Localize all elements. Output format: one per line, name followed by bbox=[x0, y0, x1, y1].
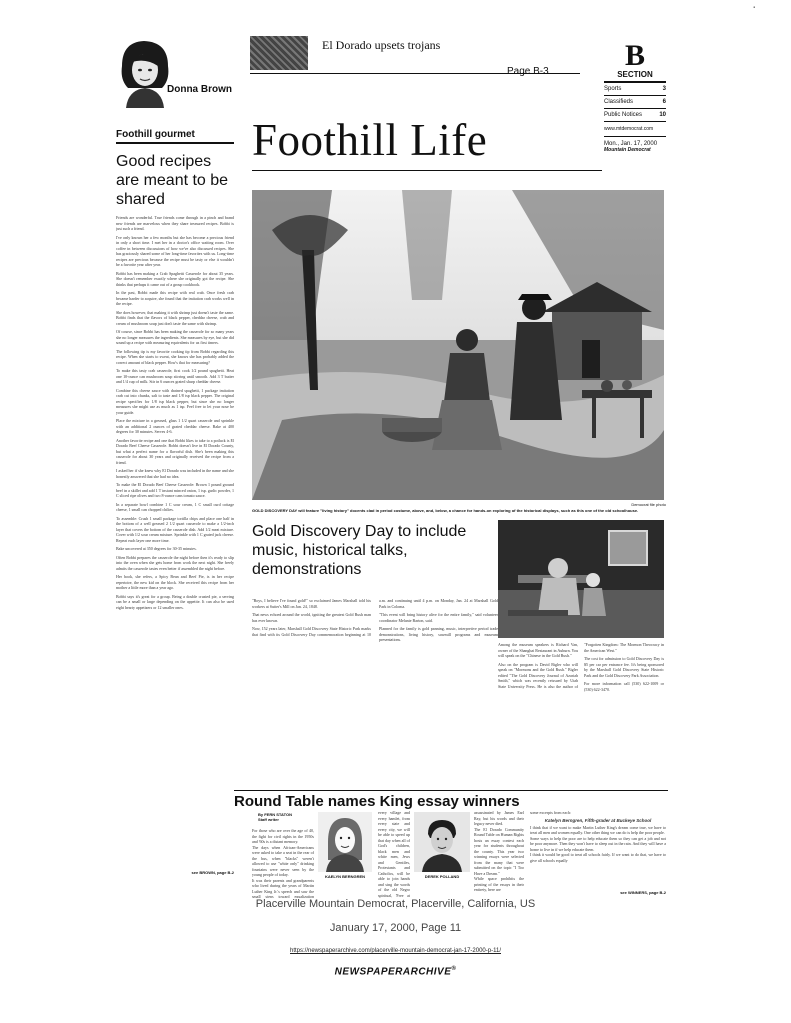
index-row: Classifieds 6 bbox=[604, 96, 666, 109]
archive-url-link[interactable]: https://newspaperarchive.com/placerville-mountain-democrat-jan-17-2000-p-11/ bbox=[290, 948, 501, 954]
essay-jump: see WINNERS, page B-2 bbox=[620, 890, 666, 895]
column-article bbox=[116, 152, 234, 855]
winner-photo-2 bbox=[414, 812, 470, 872]
issue-date: Mon., Jan. 17, 2000 bbox=[604, 141, 658, 147]
website: www.mtdemocrat.com bbox=[604, 126, 666, 137]
columnist-name: Donna Brown bbox=[167, 84, 232, 95]
essay-col-4: some excerpts from each: Katelyn Berngren, Fifth-grader at Buckeye School I think that if we want to make Martin Luther King's dream come true, we have to treat all men and women equally. One other thing we can do is help the poor people. Some ways to help the poor are to help educate them so they can get a job and not be poor anymore. Then they won't have to sleep out in the rain. And they will have a home to live in if we help educate them. I think it would be good to treat all schools fairly. If we want to do that, we have to give all schools equally bbox=[530, 810, 666, 863]
photo-credit: Democrat file photo bbox=[631, 502, 666, 507]
corner-mark: ꞏ bbox=[753, 3, 756, 12]
section-index bbox=[604, 83, 666, 122]
column-header bbox=[116, 36, 234, 144]
gold-story-body: "Boys, I believe I've found gold!" so exclaimed James Marshall told his workers at Sutter's Mill on Jan. 24, 1848. That news echoed around the world, igniting the greatest Gold Rush man has ever known. Now, 152 years later, Marshall Gold Discovery State Historic Park marks that find with its Gold Discovery Day commemoration beginning at 10 a.m. and continuing until 4 p.m. on Monday, Jan. 24 at Marshall Gold Park in Coloma. "This event will bring history alive for the entire family," said volunteer coordinator Melanie Barton, said. Planned for the family is gold panning, music, interpretive period trade demonstrations, living history, sawmill programs and museum presentations. bbox=[252, 598, 498, 642]
schoolhouse-photo bbox=[498, 520, 664, 638]
winner-photo-1 bbox=[318, 812, 372, 872]
teaser-photo bbox=[250, 36, 308, 70]
date-page-line: January 17, 2000, Page 11 bbox=[329, 922, 462, 934]
essay-col-2: every village and every hamlet, from every state and every city, we will be able to speed up that day when all of God's children, black men and white men, Jews and Gentiles, Protestants and Catholics, will be able to join hands and sing the words of the old Negro spiritual, 'Free at bbox=[378, 810, 410, 898]
column-body: Friends are wonderful. True friends come through in a pinch and brand new friends are marvelous when they share treasured recipes. Bobbi is just such a friend. I've only known her a few months but she has become a precious friend in only a short time. I met her in a doctor's office waiting room. Over coffee in between discussions of how we've also discussed recipes. She has graciously shared some of her long-time favorites with us. Long-time recipes are precious because the recipe must be tasty or else it wouldn't be a favorite year after year. Bobbi has been making a Crab Spaghetti Casserole for about 35 years. She doesn't remember exactly where she originally got the recipe. She thinks that perhaps it came out of a group cookbook. In the past, Bobbi made this recipe with real crab. Once fresh crab became harder to acquire, she found that the imitation crab works well in the recipe. She does however, that making it with shrimp just doesn't taste the same. Bobbi finds that the flavors of black pepper, cheddar cheese, crab and cream of mushroom soup just don't taste the same with shrimp. Of course, since Bobbi has been making the casserole for so many years she no longer measures the ingredients. She measures by eye, but she did sound up a recipe with measuring equivalents for us first timers. The following tip is my favorite cooking tip from Bobbi regarding this recipe. When she starts to sweat, she knows she has probably added the correct amount of black pepper. How's that for measuring? To make this tasty crab casserole, first cook 1/2 pound spaghetti. Heat one 10-ounce can mushroom soup stirring until smooth. Add 3 T butter and 1/4 cup of milk. Stir in 6 ounces grated sharp cheddar cheese. Combine this cheese sauce with drained spaghetti, 1 package imitation crab cut into chunks, salt to taste and 1/8 tsp black pepper. The original recipe specifies for 1/8 tsp black pepper, but since she no longer measures she might use as much as 1 tsp. Feel free to let your nose be your guide. Place the mixture in a greased, glass 1 1/2 quart casserole and sprinkle with an additional 2 ounces of grated cheddar cheese. Bake at 400 degrees for 30 minutes. Serves 4-6. Another favorite recipe and one that Bobbi likes to take to a potluck is El Dorado Beef Cheese Casserole. Bobbi doesn't live in El Dorado County, but what a perfect name for a flavorful dish. She's been making this casserole for about 30 years and originally received the recipe from a friend. I asked her if she knew why El Dorado was included in the name and she honestly answered that she had no idea. To make the El Dorado Beef Cheese Casserole: Brown 1 pound ground beef in a skillet and add 1 T instant minced onion, 1 tsp. garlic powder, 1 C sliced ripe olives and two 8-ounce cans tomato sauce. In a separate bowl combine 1 C sour cream, 1 C small curd cottage cheese, 1 small can chopped chilies. To assemble: Crush 1 small package tortilla chips and place one half in the bottom of a well greased 2 1/2 quart casserole to make a 1/2-inch layer that covers the bottom of the casserole dish. Add 1/2 meat mixture. Cover with 1/2 sour cream mixture. Sprinkle with 1 C grated jack cheese. Repeat each layer one more time. Bake uncovered at 350 degrees for 30-35 minutes. Often Bobbi prepares the casserole the night before then it's ready to slip into the oven when she gets home from work the next night. She freely admits the casserole tastes even better if assembled the night before. Her book, she refers, a Spicy Bean and Beef Pie, is in her recipe repertoire, the new kid on the block. She received this recipe from her mother a little more than a year ago. Bobbi says it's great for a group. Being a double crusted pie, a serving can be a small or large depending on the appetite. It can also be used eight hearty appetizers or 12 smaller ones. bbox=[116, 215, 234, 610]
excerpt-author: Katelyn Berngren, Fifth-grader at Buckeye School bbox=[544, 817, 652, 823]
index-row: Sports 3 bbox=[604, 83, 666, 96]
archive-logo: NEWSPAPERARCHIVE® bbox=[334, 966, 457, 978]
section-letter: B bbox=[624, 39, 645, 72]
photo-caption: GOLD DISCOVERY DAY will feature "living history" docents clad in period costume, above, and, below, a chance for hands-on exploring of the historical displays, such as this one of the old schoolhouse. bbox=[252, 508, 639, 513]
winner-photo-1-caption: KAELYN BERNGREN bbox=[324, 874, 366, 879]
source-line: Placerville Mountain Democrat, Placerville, California, US bbox=[255, 898, 536, 910]
gold-story-headline: Gold Discovery Day to include music, historical talks, demonstrations bbox=[252, 523, 467, 578]
paper-name: Mountain Democrat bbox=[604, 147, 651, 153]
essay-story-headline: Round Table names King essay winners bbox=[234, 790, 668, 810]
section-masthead: Foothill Life bbox=[252, 110, 602, 171]
section-box bbox=[604, 39, 666, 192]
columnist-photo bbox=[116, 36, 174, 108]
essay-col-1: For those who are over the age of 40, the fight for civil rights in the 1950s and '60s is a distant memory. The days when African-Americans were asked to take a seat in the rear of the bus, when "blacks" weren't allowed to use "white only" drinking fountains were never seen by the young people of today. It was their parents and grandparents who lived during the years of Martin Luther King Jr.'s speech and saw the small steps toward equalization bbox=[252, 828, 314, 898]
teaser-headline: El Dorado upsets trojans bbox=[322, 38, 441, 52]
teaser-page-ref: Page B-3 bbox=[507, 66, 549, 77]
essay-story-byline: By FERN STATON Staff writer bbox=[258, 812, 293, 822]
index-row: Public Notices 10 bbox=[604, 109, 666, 122]
column-jump: see BROWN, page B-2 bbox=[191, 870, 234, 875]
winner-photo-2-caption: DEREK POLLAND bbox=[424, 874, 460, 879]
main-photo bbox=[252, 190, 664, 500]
section-word: SECTION bbox=[604, 70, 666, 83]
newspaper-page bbox=[110, 22, 672, 897]
essay-col-3: assassinated by James Earl Ray, but his words and their legacy never died. The El Dorado Community Round Table on Human Rights hosts an essay contest each year for students throughout the county. This year two winning essays were selected from the many that were submitted on the topic "I Too Have a Dream." While space prohibits the printing of the essays in their entirety, here are bbox=[474, 810, 524, 892]
column-headline: Good recipes are meant to be shared bbox=[116, 153, 229, 208]
column-kicker: Foothill gourmet bbox=[116, 129, 195, 140]
gold-story-body-continued: Among the museum speakers is Richard Van, owner of the Shanghai Restaurant in Auburn. You will speak on the "Chinese in the Gold Rush." Also on the program is David Bigler who will speak on "Mormons and the Gold Rush." Bigler edited "The Gold Discovery Journal of Azariah Smith," which was recently reissued by Utah State University Press. He is also the author of "Forgotten Kingdom: The Mormon Theocracy in the American West." The cost for admission to Gold Discovery Day is $5 per car per entrance fee. It's being sponsored by the Marshall Gold Discovery State Historic Park and the Gold Discovery Park Association. For more information call (530) 622-1009 or (530) 622-3470. bbox=[498, 642, 664, 692]
